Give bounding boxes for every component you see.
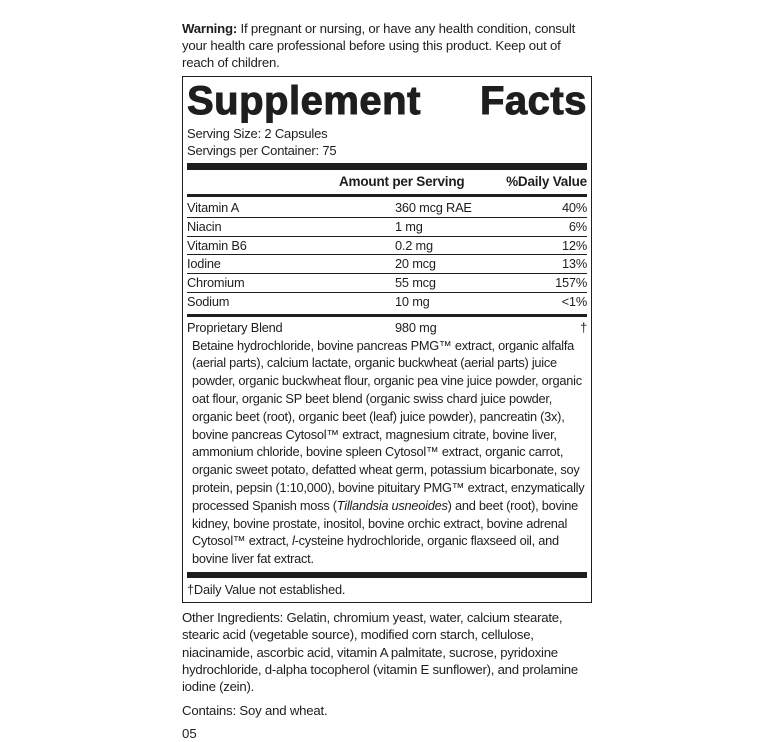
blend-desc-part2: ) and beet (root), bovine kidney, bovine prostate, inositol, bovine orchic extract, bovine adrenal Cytosol™ extract,: [192, 497, 578, 549]
nutrient-dv: 157%: [555, 275, 587, 291]
panel-title-right: Facts: [480, 79, 587, 123]
proprietary-blend-row: [187, 319, 587, 337]
other-ingredients: Other Ingredients: Gelatin, chromium yeast, water, calcium stearate, stearic acid (vegetable source), modified corn starch, cellulose, niacinamide, ascorbic acid, vitamin A palmitate, sucrose, pyridoxine hydrochloride, d-alpha tocopherol (vitamin E sunflower), and prolamine iodine (zein).: [182, 609, 578, 695]
nutrient-name: Sodium: [187, 293, 230, 309]
blend-desc-part1: Betaine hydrochloride, bovine pancreas PMG™ extract, organic alfalfa (aerial parts), calcium lactate, organic buckwheat (aerial parts) juice powder, organic buckwheat flour, organic pea vine juice powder, organic oat flour, organic SP beet blend (organic swiss chard juice powder, organic beet (root), organic beet (leaf) juice powder), pancreatin (3x), bovine pancreas Cytosol™ extract, magnesium citrate, bovine liver, ammonium chloride, bovine spleen Cytosol™ extract, organic carrot, organic sweet potato, defatted wheat germ, potassium bicarbonate, soy protein, pepsin (1:10,000), bovine pituitary PMG™ extract, enzymatically processed Spanish moss (: [192, 337, 585, 513]
nutrient-dv: 40%: [561, 200, 587, 215]
nutrient-amount: 20 mcg: [395, 256, 436, 272]
blend-ingredients: [187, 337, 587, 568]
nutrient-dv: <1%: [561, 293, 587, 309]
label-content: [182, 20, 592, 742]
nutrient-list: [187, 199, 587, 311]
medium-divider: [187, 194, 587, 197]
nutrient-name: Iodine: [187, 256, 221, 272]
column-header: [187, 173, 587, 191]
nutrient-amount: 1 mg: [395, 218, 423, 234]
serving-size: Serving Size: 2 Capsules: [187, 126, 328, 141]
nutrient-amount: 0.2 mg: [395, 237, 433, 253]
nutrient-row: [187, 255, 587, 274]
panel-title: [187, 79, 587, 123]
thick-divider: [187, 163, 587, 170]
product-code: 05: [182, 726, 197, 742]
nutrient-row: [187, 199, 587, 218]
nutrient-name: Vitamin B6: [187, 237, 247, 253]
warning-text: If pregnant or nursing, or have any health condition, consult your health care professional before using this product. Keep out of reach of children.: [182, 21, 576, 70]
nutrient-amount: 10 mg: [395, 293, 430, 309]
blend-amount: 980 mg: [395, 319, 437, 335]
allergen-statement: Contains: Soy and wheat.: [182, 703, 328, 719]
nutrient-amount: 360 mcg RAE: [395, 200, 472, 215]
medium-divider: [187, 314, 587, 317]
heavy-divider: [187, 572, 587, 578]
nutrient-row: [187, 293, 587, 311]
nutrient-row: [187, 274, 587, 293]
column-header-dv: %Daily Value: [506, 174, 587, 189]
nutrient-dv: 12%: [561, 237, 587, 253]
column-header-amount: Amount per Serving: [339, 174, 465, 189]
dv-footnote: †Daily Value not established.: [187, 581, 346, 597]
blend-desc-italic1: Tillandsia usneoides: [336, 497, 448, 513]
nutrient-amount: 55 mcg: [395, 275, 436, 291]
servings-per-container: Servings per Container: 75: [187, 143, 337, 158]
column-header-spacer: [187, 173, 339, 191]
blend-dv: †: [580, 319, 587, 335]
supplement-facts-panel: [182, 76, 592, 603]
blend-name: Proprietary Blend: [187, 319, 283, 335]
nutrient-name: Niacin: [187, 218, 222, 234]
blend-desc-italic2: l: [292, 533, 295, 549]
blend-desc-part3: -cysteine hydrochloride, organic flaxseed oil, and bovine liver fat extract.: [192, 533, 559, 567]
nutrient-name: Chromium: [187, 275, 245, 291]
nutrient-row: [187, 237, 587, 256]
warning-statement: [182, 20, 592, 71]
warning-label: Warning:: [182, 21, 238, 36]
nutrient-dv: 13%: [561, 256, 587, 272]
panel-title-left: Supplement: [187, 79, 421, 123]
nutrient-row: [187, 218, 587, 237]
nutrient-dv: 6%: [568, 218, 587, 234]
nutrient-name: Vitamin A: [187, 200, 240, 215]
